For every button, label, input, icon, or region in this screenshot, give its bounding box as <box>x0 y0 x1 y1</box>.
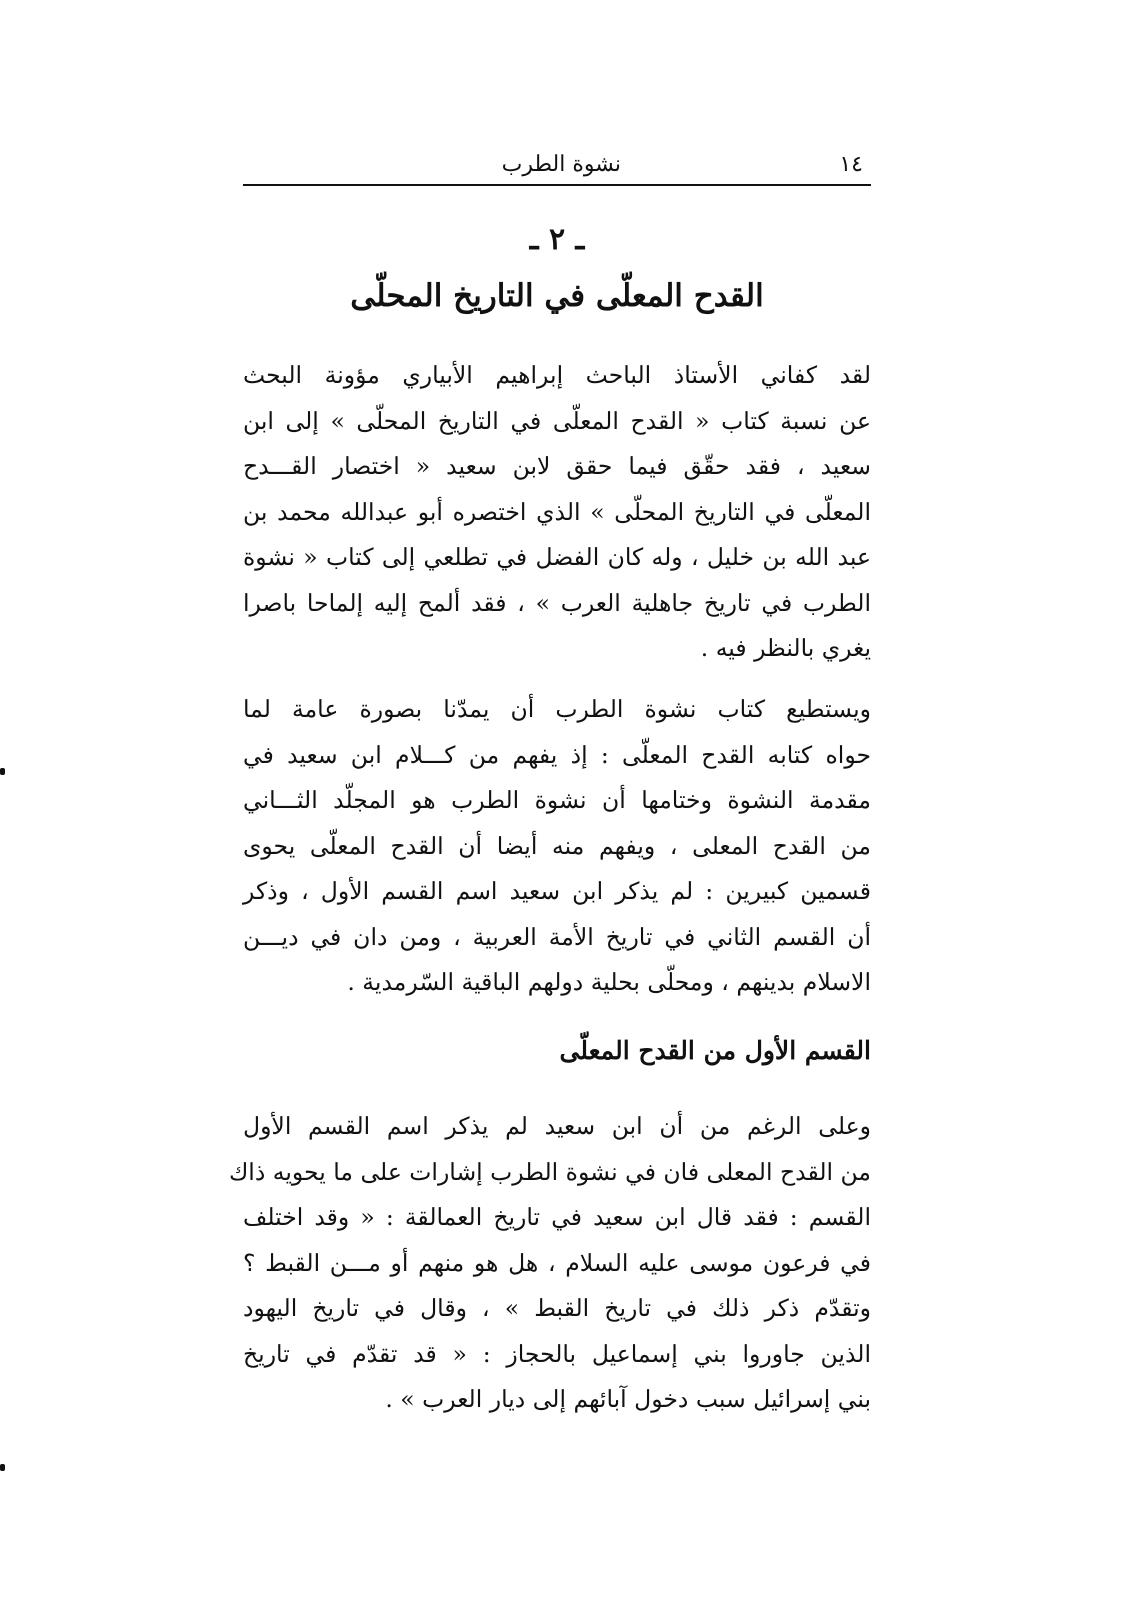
paragraph-line: لقد كفاني الأستاذ الباحث إبراهيم الأبياري مؤونة البحث <box>243 361 871 389</box>
paragraph-line: أن القسم الثاني في تاريخ الأمة العربية ، ومن دان في ديـــن <box>243 922 871 951</box>
scan-edge-mark <box>0 1464 5 1471</box>
paragraph-line: القسم : فقد قال ابن سعيد في تاريخ العمالقة : « وقد اختلف <box>243 1203 871 1231</box>
paragraph-line: الاسلام بدينهم ، ومحلّى بحلية دولهم الباقية السّرمدية . <box>347 968 871 996</box>
paragraph-1 <box>243 353 871 672</box>
paragraph-line: من القدح المعلى ، ويفهم منه أيضا أن القدح المعلّى يحوى <box>243 831 871 860</box>
paragraph-line: بني إسرائيل سبب دخول آبائهم إلى ديار العرب » . <box>385 1385 871 1413</box>
paragraph-line: ويستطيع كتاب نشوة الطرب أن يمدّنا بصورة عامة لما <box>243 695 871 723</box>
paragraph-line: عن نسبة كتاب « القدح المعلّى في التاريخ المحلّى » إلى ابن <box>243 406 871 435</box>
paragraph-line: مقدمة النشوة وختامها أن نشوة الطرب هو المجلّد الثـــاني <box>243 786 871 814</box>
paragraph-line: يغري بالنظر فيه . <box>700 634 871 662</box>
header-rule <box>243 184 871 186</box>
paragraph-line: وتقدّم ذكر ذلك في تاريخ القبط » ، وقال في تاريخ اليهود <box>243 1294 871 1322</box>
paragraph-line: الطرب في تاريخ جاهلية العرب » ، فقد ألمح إليه إلماحا باصرا <box>243 588 871 617</box>
running-title: نشوة الطرب <box>501 152 621 177</box>
section-number: ـ ٢ ـ <box>529 222 585 257</box>
section-subheading: القسم الأول من القدح المعلّى <box>559 1036 871 1065</box>
paragraph-line: الذين جاوروا بني إسماعيل بالحجاز : « قد تقدّم في تاريخ <box>243 1339 871 1368</box>
paragraph-line: سعيد ، فقد حقّق فيما حقق لابن سعيد « اختصار القـــدح <box>243 452 871 480</box>
page-number: ١٤ <box>839 152 863 177</box>
paragraph-line: وعلى الرغم من أن ابن سعيد لم يذكر اسم القسم الأول <box>243 1112 871 1140</box>
paragraph-line: حواه كتابه القدح المعلّى : إذ يفهم من كـــلام ابن سعيد في <box>243 740 871 769</box>
scan-edge-mark <box>0 768 5 775</box>
paragraph-line: من القدح المعلى فان في نشوة الطرب إشارات على ما يحويه ذاك <box>228 1157 871 1186</box>
paragraph-line: عبد الله بن خليل ، وله كان الفضل في تطلعي إلى كتاب « نشوة <box>243 543 871 571</box>
paragraph-2 <box>243 687 871 1006</box>
paragraph-line: المعلّى في التاريخ المحلّى » الذي اختصره أبو عبدالله محمد بن <box>243 497 871 526</box>
chapter-title: القدح المعلّى في التاريخ المحلّى <box>350 278 764 314</box>
running-head <box>243 152 871 188</box>
paragraph-line: قسمين كبيرين : لم يذكر ابن سعيد اسم القسم الأول ، وذكر <box>243 877 871 905</box>
paragraph-3 <box>228 1104 871 1423</box>
paragraph-line: في فرعون موسى عليه السلام ، هل هو منهم أو مـــن القبط ؟ <box>243 1248 871 1277</box>
